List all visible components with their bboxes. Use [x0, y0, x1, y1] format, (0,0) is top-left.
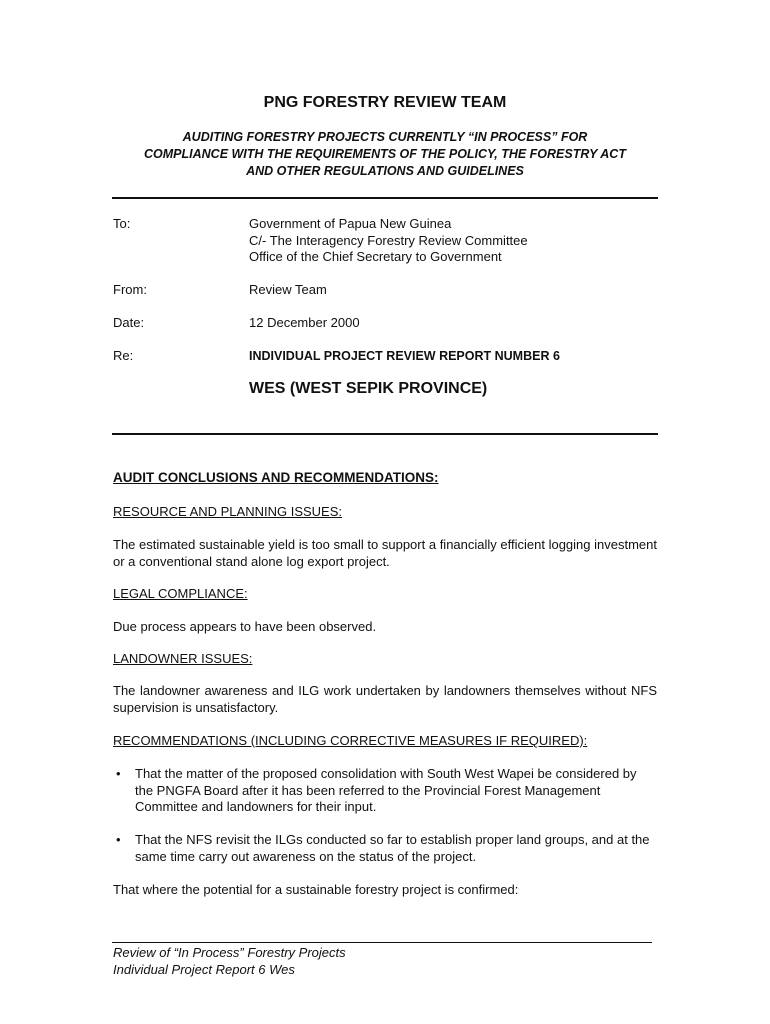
document-subtitle [112, 129, 658, 180]
subtitle-line: AND OTHER REGULATIONS AND GUIDELINES [246, 164, 524, 178]
to-line: Office of the Chief Secretary to Government [249, 249, 502, 264]
bullet-icon: • [116, 766, 121, 781]
bottom-divider [112, 433, 658, 435]
legal-heading: LEGAL COMPLIANCE: [113, 586, 248, 601]
to-label: To: [113, 216, 131, 231]
to-address [249, 216, 528, 266]
to-line: Government of Papua New Guinea [249, 216, 452, 231]
closing-text: That where the potential for a sustainable forestry project is confirmed: [113, 882, 519, 897]
to-line: C/- The Interagency Forestry Review Committee [249, 232, 528, 248]
document-title: PNG FORESTRY REVIEW TEAM [263, 94, 507, 111]
resource-text: The estimated sustainable yield is too small to support a financially efficient logging investment or a conventional stand alone log export project. [113, 537, 657, 569]
re-label: Re: [113, 348, 134, 363]
footer-divider [112, 942, 652, 943]
recommendation-item: That the NFS revisit the ILGs conducted so far to establish proper land groups, and at the same time carry out awareness on the status of the project. [135, 832, 650, 864]
landowner-heading: LANDOWNER ISSUES: [113, 651, 253, 666]
legal-text: Due process appears to have been observed. [113, 619, 377, 634]
project-name: WES (WEST SEPIK PROVINCE) [249, 380, 488, 397]
from-value: Review Team [249, 282, 327, 297]
section-heading: AUDIT CONCLUSIONS AND RECOMMENDATIONS: [113, 470, 439, 485]
top-divider [112, 197, 658, 199]
recommendations-heading: RECOMMENDATIONS (INCLUDING CORRECTIVE MEASURES IF REQUIRED): [113, 733, 588, 748]
footer-line: Review of “In Process” Forestry Projects [113, 945, 346, 960]
recommendation-item: That the matter of the proposed consolidation with South West Wapei be considered by the PNGFA Board after it has been referred to the Provincial Forest Management Committee and landowners for their input. [135, 766, 637, 814]
from-label: From: [113, 282, 147, 297]
subtitle-line: COMPLIANCE WITH THE REQUIREMENTS OF THE POLICY, THE FORESTRY ACT [144, 147, 626, 161]
footer [113, 944, 346, 978]
footer-line: Individual Project Report 6 Wes [113, 962, 295, 977]
date-label: Date: [113, 315, 145, 330]
landowner-text: The landowner awareness and ILG work undertaken by landowners themselves without NFS supervision is unsatisfactory. [113, 683, 657, 715]
resource-heading: RESOURCE AND PLANNING ISSUES: [113, 504, 342, 519]
bullet-icon: • [116, 832, 121, 847]
subtitle-line: AUDITING FORESTRY PROJECTS CURRENTLY “IN PROCESS” FOR [182, 130, 588, 144]
date-value: 12 December 2000 [249, 315, 360, 330]
re-value: INDIVIDUAL PROJECT REVIEW REPORT NUMBER 6 [249, 349, 560, 363]
